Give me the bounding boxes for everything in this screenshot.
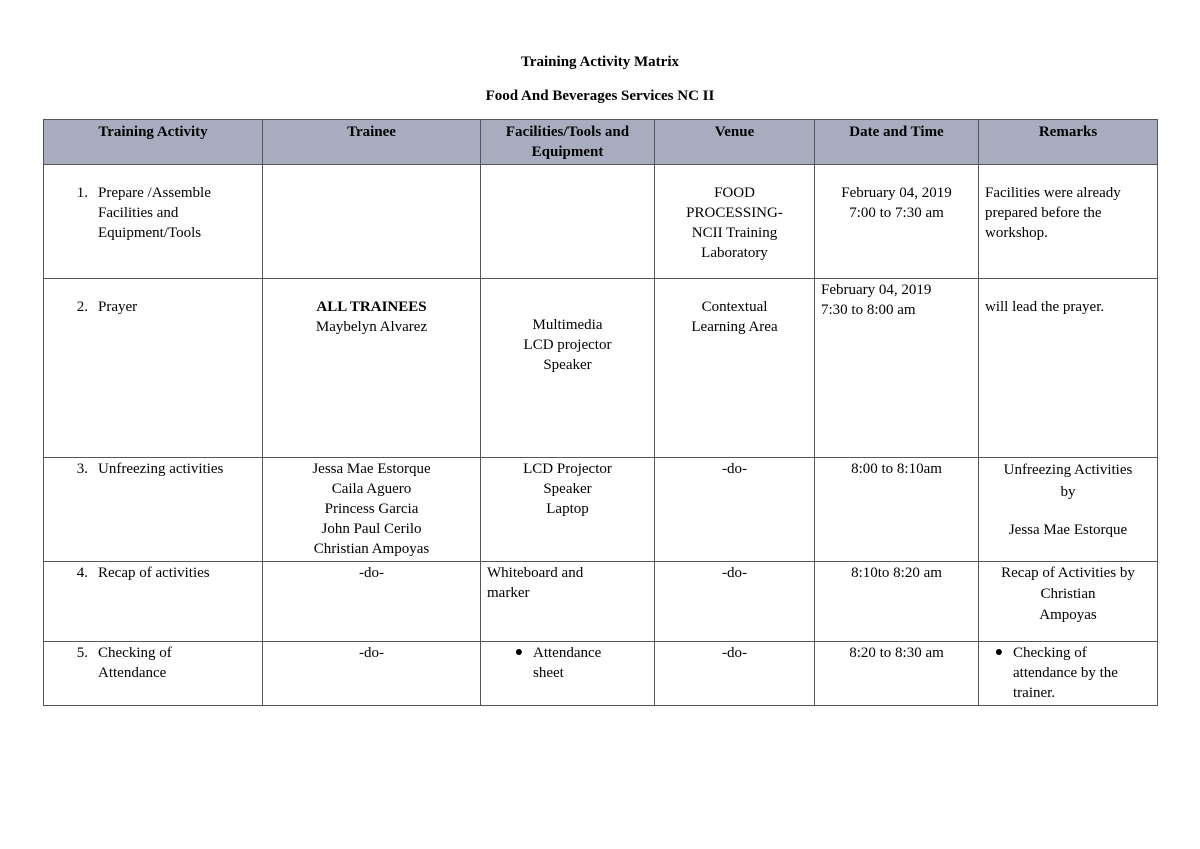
remarks-cell <box>979 458 1158 562</box>
table-row <box>44 642 1158 706</box>
datetime-cell <box>815 642 979 706</box>
cell-line: Checking of <box>98 645 172 661</box>
table-row <box>44 458 1158 562</box>
table-row <box>44 279 1158 458</box>
cell-line: Christian Ampoyas <box>313 541 430 557</box>
facilities-cell <box>481 165 655 279</box>
cell-line: attendance by the <box>1013 665 1118 681</box>
all-trainees-label: ALL TRAINEES <box>316 299 427 315</box>
cell-line: sheet <box>533 665 564 681</box>
activity-cell <box>44 562 263 642</box>
column-header: Training Activity <box>44 120 263 165</box>
facilities-cell <box>481 562 655 642</box>
trainee-cell <box>263 279 481 458</box>
cell-line: FOOD <box>714 185 755 201</box>
facilities-cell <box>481 458 655 562</box>
column-header: Remarks <box>979 120 1158 165</box>
column-header: Trainee <box>263 120 481 165</box>
document-title: Training Activity Matrix <box>520 54 680 70</box>
row-number: 1. <box>76 185 88 201</box>
venue-cell <box>655 458 815 562</box>
activity-cell <box>44 642 263 706</box>
activity-cell <box>44 165 263 279</box>
cell-line: -do- <box>722 645 747 661</box>
venue-cell <box>655 562 815 642</box>
remarks-cell <box>979 642 1158 706</box>
activity-cell <box>44 458 263 562</box>
trainee-cell <box>263 562 481 642</box>
training-matrix-table <box>43 119 1158 706</box>
remarks-cell <box>979 165 1158 279</box>
cell-line: 7:00 to 7:30 am <box>849 205 944 221</box>
cell-line: Checking of <box>1013 645 1087 661</box>
cell-line: -do- <box>359 645 384 661</box>
cell-line: PROCESSING- <box>686 205 783 221</box>
trainee-cell <box>263 165 481 279</box>
datetime-cell <box>815 458 979 562</box>
cell-line: LCD projector <box>523 337 612 353</box>
cell-line: Equipment/Tools <box>98 225 202 241</box>
cell-line: Ampoyas <box>1039 607 1097 623</box>
column-header: Date and Time <box>815 120 979 165</box>
cell-line: February 04, 2019 <box>841 185 952 201</box>
cell-line: -do- <box>722 461 747 477</box>
table-row <box>44 562 1158 642</box>
cell-line: Speaker <box>543 481 592 497</box>
cell-line: 8:00 to 8:10am <box>851 461 942 477</box>
cell-line: NCII Training <box>691 225 778 241</box>
row-number: 5. <box>76 645 88 661</box>
cell-line: Learning Area <box>691 319 778 335</box>
activity-cell <box>44 279 263 458</box>
cell-line: Unfreezing activities <box>98 461 224 477</box>
cell-line: Attendance <box>533 645 602 661</box>
datetime-cell <box>815 165 979 279</box>
trainee-cell <box>263 642 481 706</box>
cell-line: Whiteboard and <box>487 565 584 581</box>
row-number: 4. <box>76 565 88 581</box>
cell-line: Caila Aguero <box>331 481 412 497</box>
cell-line: marker <box>487 585 530 601</box>
cell-line: Unfreezing Activities <box>1003 462 1133 478</box>
venue-cell <box>655 165 815 279</box>
cell-line: 7:30 to 8:00 am <box>821 302 916 318</box>
bullet-icon: ● <box>514 645 524 660</box>
cell-line: John Paul Cerilo <box>321 521 422 537</box>
table-header-row <box>44 120 1158 165</box>
column-header: Venue <box>655 120 815 165</box>
column-header: Facilities/Tools and Equipment <box>481 120 655 165</box>
cell-line: -do- <box>722 565 747 581</box>
document-subtitle: Food And Beverages Services NC II <box>485 88 715 104</box>
cell-line: Prayer <box>98 299 138 315</box>
cell-line: LCD Projector <box>523 461 612 477</box>
datetime-cell <box>815 562 979 642</box>
cell-line: by <box>1060 484 1076 500</box>
cell-line: will lead the prayer. <box>985 299 1105 315</box>
cell-line: -do- <box>359 565 384 581</box>
cell-line: Prepare /Assemble <box>98 185 211 201</box>
cell-line <box>985 503 1151 519</box>
cell-line: February 04, 2019 <box>821 282 932 298</box>
venue-cell <box>655 279 815 458</box>
row-number: 3. <box>76 461 88 477</box>
cell-line: trainer. <box>1013 685 1056 701</box>
venue-cell <box>655 642 815 706</box>
cell-line: Speaker <box>543 357 592 373</box>
cell-line: Princess Garcia <box>324 501 419 517</box>
cell-line: 8:10to 8:20 am <box>851 565 942 581</box>
cell-line: 8:20 to 8:30 am <box>849 645 944 661</box>
cell-line: Jessa Mae Estorque <box>1008 522 1128 538</box>
cell-line: Attendance <box>98 665 167 681</box>
cell-line: workshop. <box>985 225 1048 241</box>
remarks-cell <box>979 279 1158 458</box>
row-number: 2. <box>76 299 88 315</box>
table-row <box>44 165 1158 279</box>
cell-line: Christian <box>1040 586 1096 602</box>
trainee-cell <box>263 458 481 562</box>
datetime-cell <box>815 279 979 458</box>
cell-line: Recap of activities <box>98 565 210 581</box>
cell-line: Jessa Mae Estorque <box>312 461 431 477</box>
cell-line: Maybelyn Alvarez <box>315 319 428 335</box>
cell-line: Contextual <box>701 299 768 315</box>
remarks-cell <box>979 562 1158 642</box>
cell-line: prepared before the <box>985 205 1102 221</box>
cell-line: Laboratory <box>701 245 768 261</box>
bullet-icon: ● <box>994 645 1004 660</box>
facilities-cell <box>481 279 655 458</box>
cell-line: Multimedia <box>532 317 603 333</box>
cell-line: Facilities and <box>98 205 179 221</box>
cell-line: Recap of Activities by <box>1001 565 1135 581</box>
facilities-cell <box>481 642 655 706</box>
cell-line: Laptop <box>546 501 589 517</box>
cell-line: Facilities were already <box>985 185 1121 201</box>
